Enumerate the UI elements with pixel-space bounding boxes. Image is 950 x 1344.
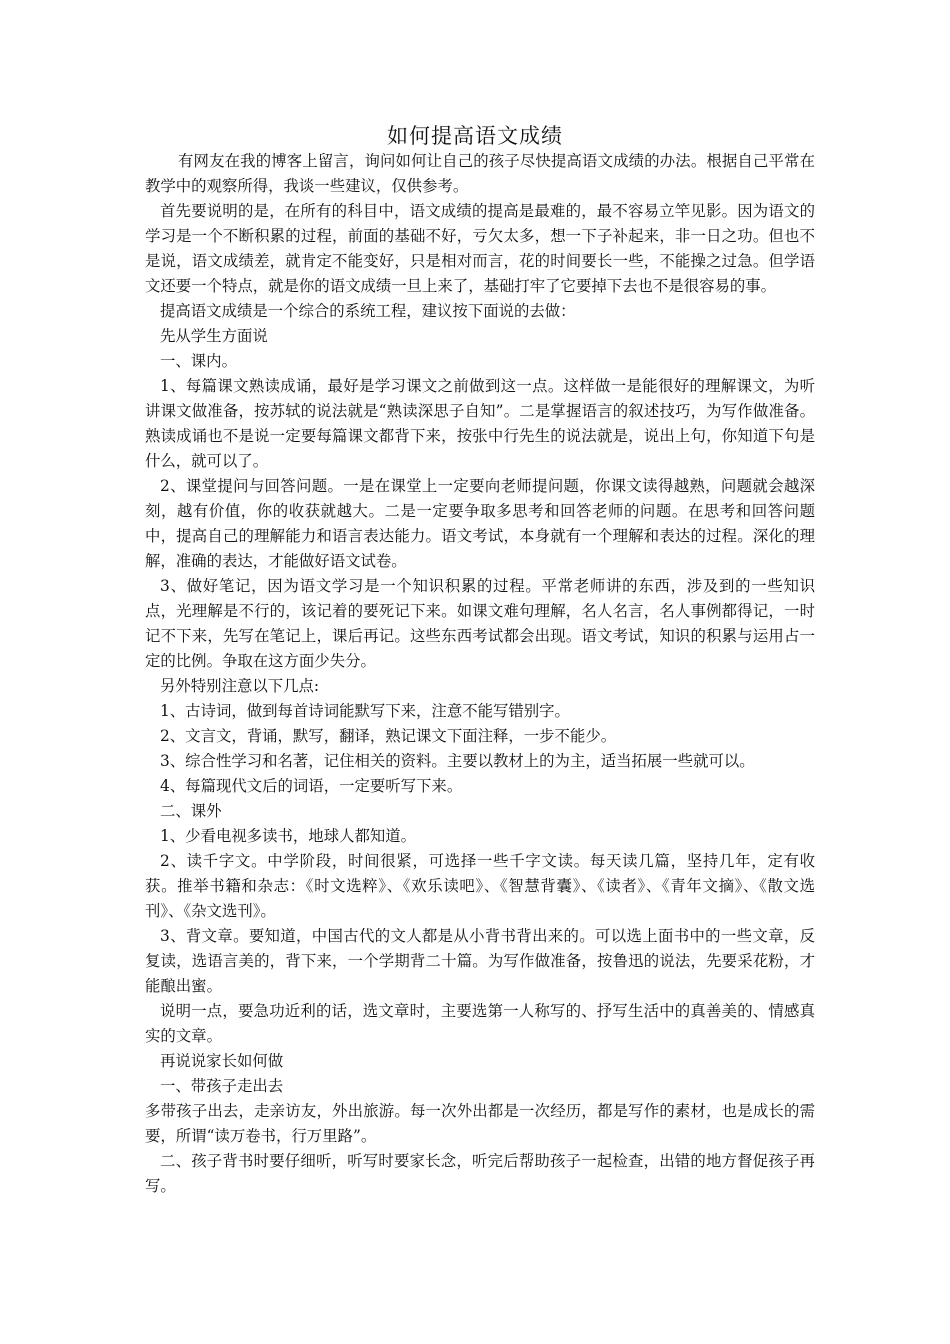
paragraph: 一、带孩子走出去 — [160, 1077, 284, 1095]
paragraph: 提高语文成绩是一个综合的系统工程，建议按下面说的去做： — [160, 302, 576, 320]
paragraph: 多带孩子出去，走亲访友，外出旅游。每一次外出都是一次经历，都是写作的素材，也是成长的需要，所谓“读万卷书，行万里路”。 — [145, 1102, 815, 1145]
paragraph: 1、每篇课文熟读成诵，最好是学习课文之前做到这一点。这样做一是能很好的理解课文，为听讲课文做准备，按苏轼的说法就是“熟读深思子自知”。二是掌握语言的叙述技巧，为写作做准备。熟读成诵也不是说一定要每篇课文都背下来，按张中行先生的说法就是，说出上句，你知道下句是什么，就可以了。 — [145, 377, 815, 470]
paragraph: 3、综合性学习和名著，记住相关的资料。主要以教材上的为主，适当拓展一些就可以。 — [160, 752, 755, 770]
paragraph: 一、课内。 — [160, 352, 237, 370]
paragraph: 先从学生方面说 — [160, 327, 268, 345]
document-body — [145, 149, 815, 1199]
paragraph: 说明一点，要急功近利的话，选文章时，主要选第一人称写的、抒写生活中的真善美的、情感真实的文章。 — [145, 1002, 815, 1045]
paragraph: 二、课外 — [160, 802, 222, 820]
paragraph: 3、背文章。要知道，中国古代的文人都是从小背书背出来的。可以选上面书中的一些文章，反复读，选语言美的，背下来，一个学期背二十篇。为写作做准备，按鲁迅的说法，先要采花粉，才能酿出蜜。 — [145, 927, 815, 995]
paragraph: 2、文言文，背诵，默写，翻译，熟记课文下面注释，一步不能少。 — [160, 727, 617, 745]
paragraph: 4、每篇现代文后的词语，一定要听写下来。 — [160, 777, 463, 795]
paragraph: 二、孩子背书时要仔细听，听写时要家长念，听完后帮助孩子一起检查，出错的地方督促孩子再写。 — [145, 1152, 815, 1195]
paragraph: 有网友在我的博客上留言，询问如何让自己的孩子尽快提高语文成绩的办法。根据自己平常在教学中的观察所得，我谈一些建议，仅供参考。 — [145, 152, 815, 195]
document-title: 如何提高语文成绩 — [387, 124, 563, 148]
paragraph: 1、古诗词，做到每首诗词能默写下来，注意不能写错别字。 — [160, 702, 570, 720]
paragraph: 另外特别注意以下几点: — [160, 677, 320, 695]
paragraph: 2、课堂提问与回答问题。一是在课堂上一定要向老师提问题，你课文读得越熟，问题就会越深刻，越有价值，你的收获就越大。二是一定要争取多思考和回答老师的问题。在思考和回答问题中，提高自己的理解能力和语言表达能力。语文考试，本身就有一个理解和表达的过程。深化的理解，准确的表达，才能做好语文试卷。 — [145, 477, 815, 570]
paragraph: 首先要说明的是，在所有的科目中，语文成绩的提高是最难的，最不容易立竿见影。因为语文的学习是一个不断积累的过程，前面的基础不好，亏欠太多，想一下子补起来，非一日之功。但也不是说，语文成绩差，就肯定不能变好，只是相对而言，花的时间要长一些，不能操之过急。但学语文还要一个特点，就是你的语文成绩一旦上来了，基础打牢了它要掉下去也不是很容易的事。 — [145, 202, 815, 295]
paragraph: 3、做好笔记，因为语文学习是一个知识积累的过程。平常老师讲的东西，涉及到的一些知识点，光理解是不行的，该记着的要死记下来。如课文难句理解，名人名言，名人事例都得记，一时记不下来，先写在笔记上，课后再记。这些东西考试都会出现。语文考试，知识的积累与运用占一定的比例。争取在这方面少失分。 — [145, 577, 815, 670]
paragraph: 2、读千字文。中学阶段，时间很紧，可选择一些千字文读。每天读几篇，坚持几年，定有收获。推举书籍和杂志：《时文选粹》、《欢乐读吧》、《智慧背囊》、《读者》、《青年文摘》、《散文选刊》、《杂文选刊》。 — [145, 852, 815, 920]
paragraph: 1、少看电视多读书，地球人都知道。 — [160, 827, 417, 845]
paragraph: 再说说家长如何做 — [160, 1052, 284, 1070]
